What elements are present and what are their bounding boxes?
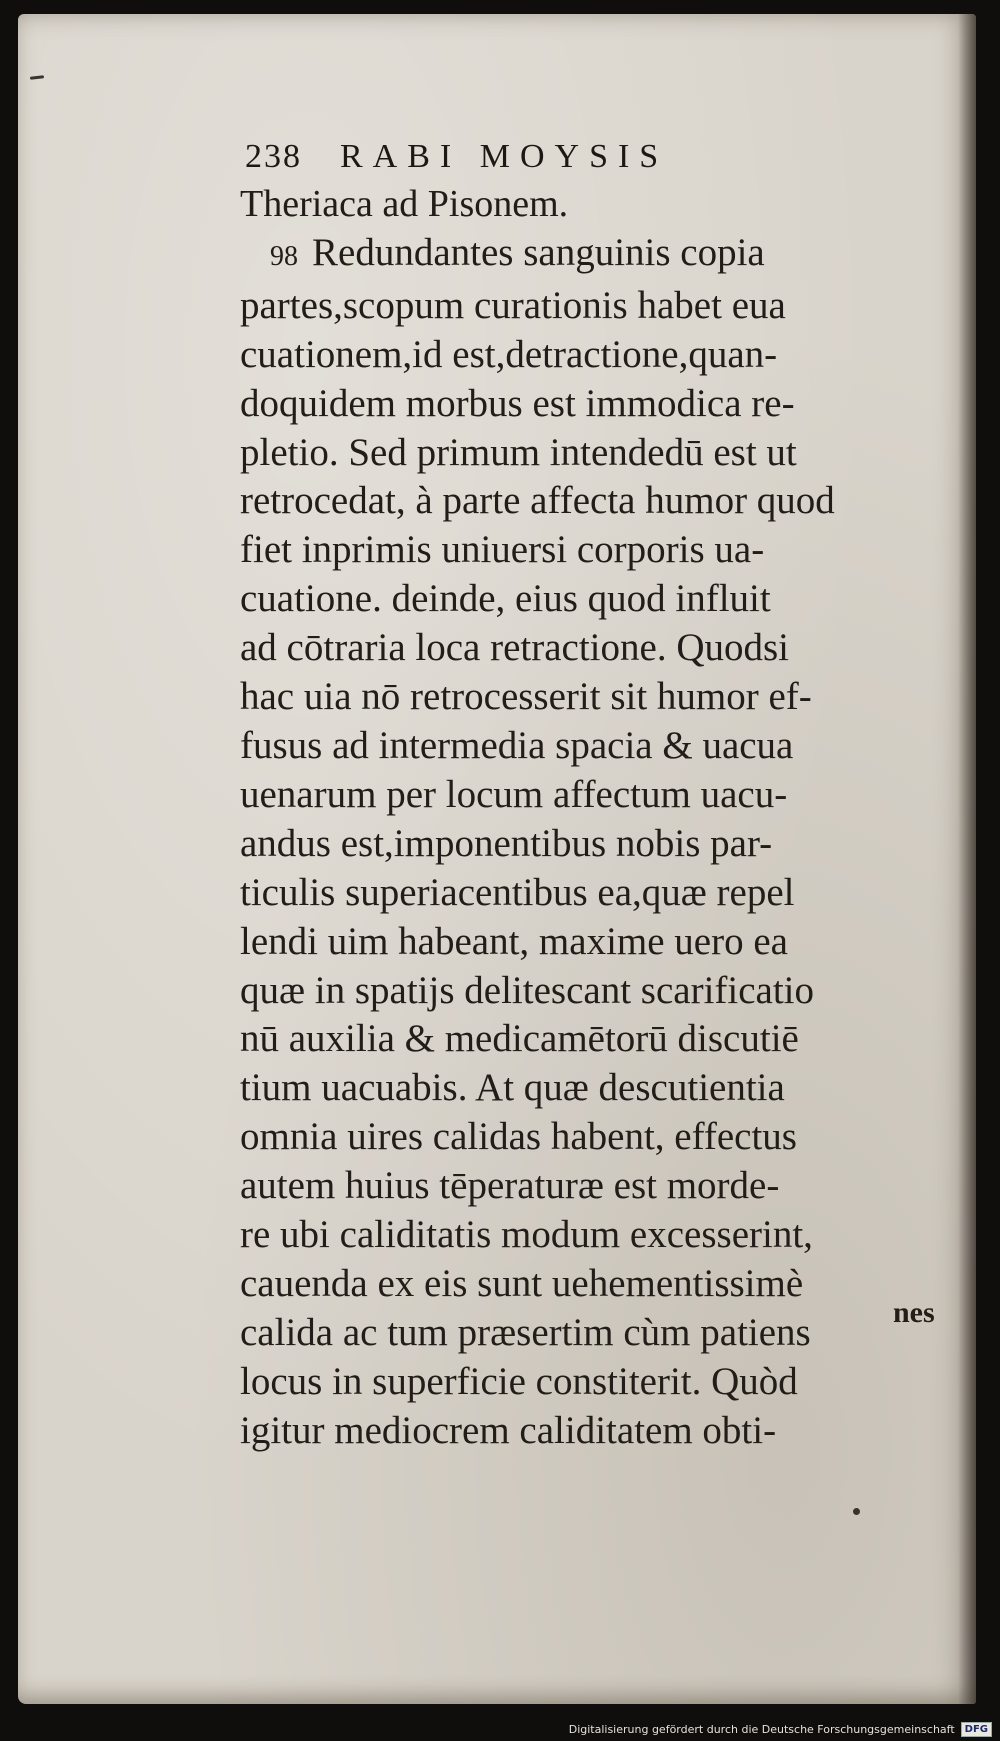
text-line: tium uacuabis. At quæ descutientia [240, 1066, 785, 1110]
text-line: locus in superficie constiterit. Quòd [240, 1359, 798, 1403]
page-edge [958, 14, 976, 1704]
text-line: igitur mediocrem caliditatem obti- [240, 1408, 777, 1452]
text-line: fiet inprimis uniuersi corporis ua- [240, 528, 765, 572]
text-line: omnia uires calidas habent, effectus [240, 1115, 797, 1159]
text-line: fusus ad intermedia spacia & uacua [240, 723, 794, 767]
text-line: lendi uim habeant, maxime uero ea [240, 919, 788, 963]
text-line: ad cōtraria loca retractione. Quodsi [240, 626, 789, 670]
page-number: 238 [245, 138, 302, 175]
text-line: quæ in spatijs delitescant scarificatio [240, 968, 815, 1012]
text-line: doquidem morbus est immodica re- [240, 381, 795, 425]
text-line: cauenda ex eis sunt uehementissimè [240, 1261, 804, 1305]
margin-mark [30, 75, 44, 79]
funding-credit-text: Digitalisierung gefördert durch die Deutsche Forschungsgemeinschaft [568, 1723, 955, 1736]
text-line: ticulis superiacentibus ea,quæ repel [240, 870, 795, 914]
text-line: nū auxilia & medicamētorū discutiē [240, 1017, 799, 1061]
text-line: cuatione. deinde, eius quod influit [240, 577, 771, 621]
text-line: autem huius tēperaturæ est morde- [240, 1164, 780, 1208]
title-line: Theriaca ad Pisonem. [240, 183, 569, 225]
running-title: RABI MOYSIS [340, 138, 669, 175]
section-number: 98 [270, 240, 298, 272]
text-line: Redundantes sanguinis copia [312, 230, 765, 274]
text-line: calida ac tum præsertim cùm patiens [240, 1310, 811, 1354]
catchword: nes [893, 1296, 935, 1329]
footer-credit [569, 1722, 992, 1737]
text-line: retrocedat, à parte affecta humor quod [240, 479, 835, 523]
text-line-first [240, 229, 960, 282]
dfg-logo-icon: DFG [961, 1722, 992, 1737]
text-line: cuationem,id est,detractione,quan- [240, 332, 778, 376]
running-header [245, 138, 805, 176]
text-line: hac uia nō retrocesserit sit humor ef- [240, 675, 812, 719]
text-line: re ubi caliditatis modum excesserint, [240, 1213, 813, 1257]
body-text [240, 180, 960, 1456]
ink-speck [853, 1508, 860, 1515]
text-line: andus est,imponentibus nobis par- [240, 821, 773, 865]
text-line: pletio. Sed primum intendedū est ut [240, 430, 797, 474]
text-line: partes,scopum curationis habet eua [240, 283, 786, 327]
text-line: uenarum per locum affectum uacu- [240, 772, 788, 816]
